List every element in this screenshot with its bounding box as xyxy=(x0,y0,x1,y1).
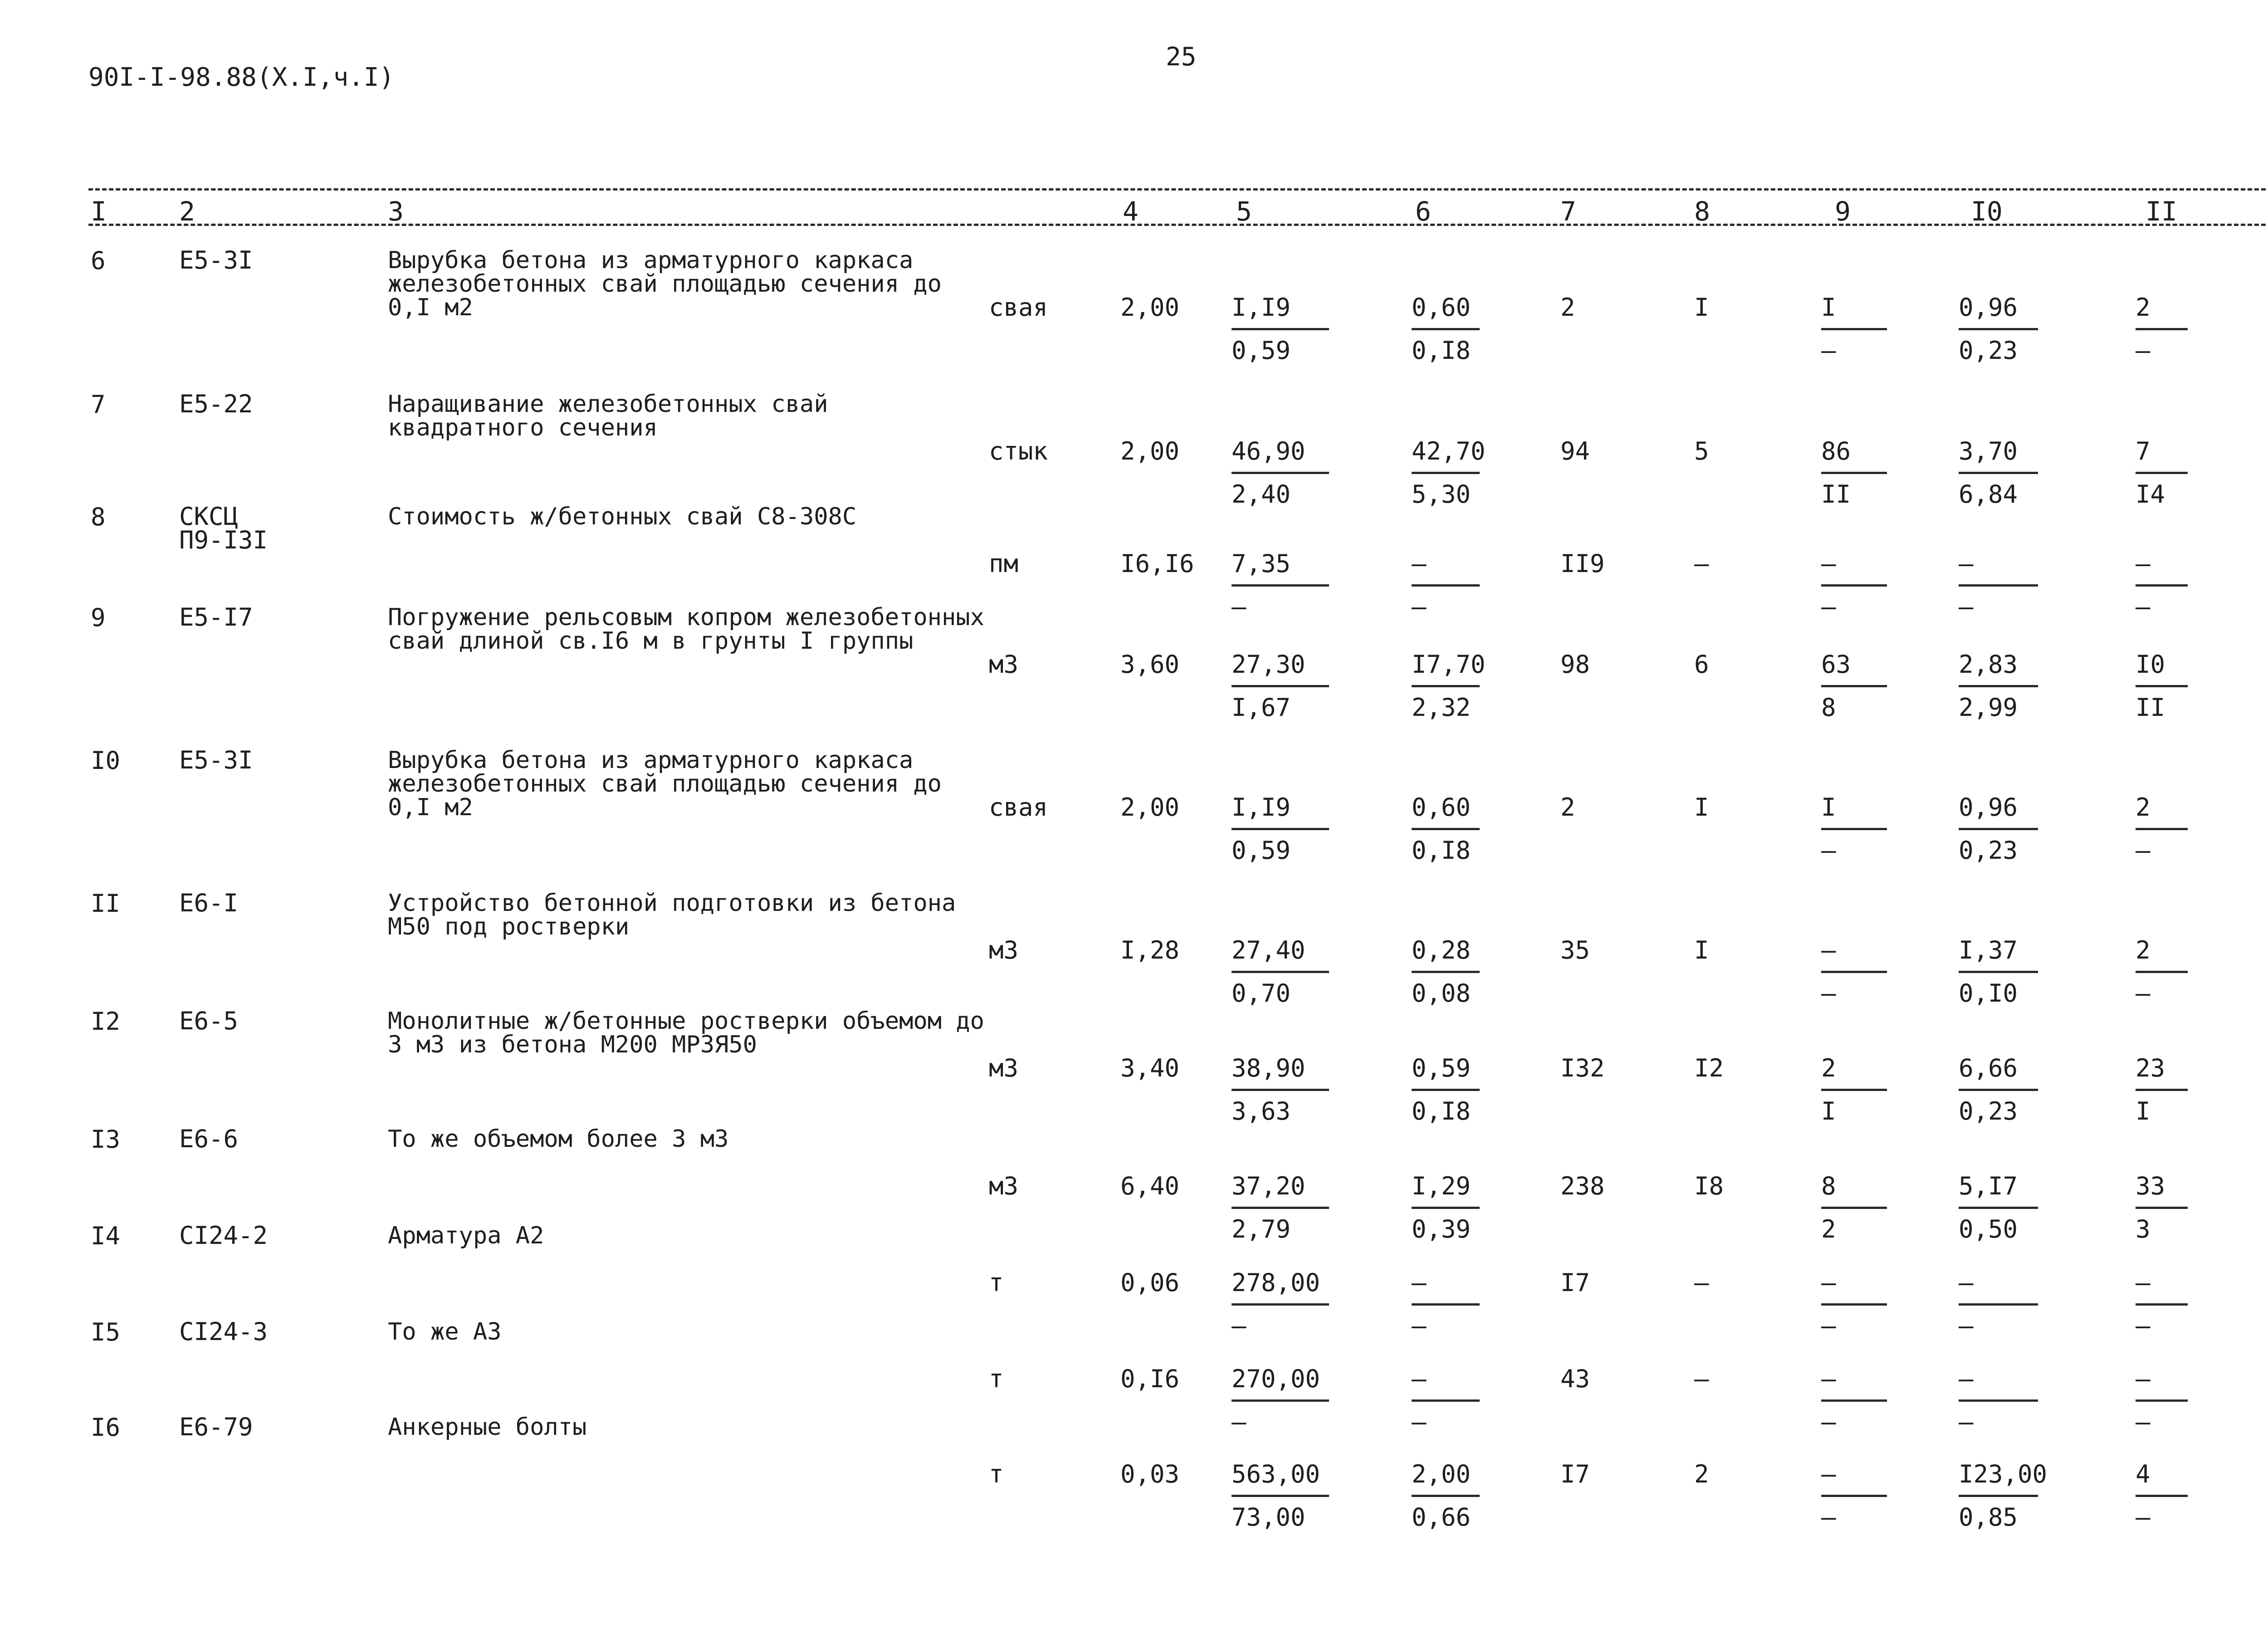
fraction-numerator: 0,28 xyxy=(1412,936,1471,964)
row-number: 7 xyxy=(91,390,106,419)
work-description: Вырубка бетона из арматурного каркаса железобетонных свай площадью сечения до 0,I м2 xyxy=(388,747,942,821)
fraction-denominator: – xyxy=(2136,836,2151,865)
fraction-numerator: – xyxy=(1821,549,1836,578)
fraction-c10 xyxy=(1959,795,2038,866)
fraction-c5 xyxy=(1232,795,1329,866)
fraction-denominator: I xyxy=(1821,1097,1836,1125)
fraction-numerator: 0,96 xyxy=(1959,293,2018,322)
fraction-c6 xyxy=(1412,1462,1480,1532)
fraction-c5 xyxy=(1232,1462,1329,1532)
fraction-numerator: 278,00 xyxy=(1232,1268,1320,1297)
fraction-c6 xyxy=(1412,1367,1480,1437)
fraction-numerator: 2 xyxy=(1821,1054,1836,1082)
col8-value: I xyxy=(1694,793,1709,822)
fraction-c11 xyxy=(2136,652,2188,723)
rate-code: Е5-I7 xyxy=(179,603,253,631)
fraction-denominator: 5,30 xyxy=(1412,480,1471,509)
row-number: I2 xyxy=(91,1007,121,1036)
fraction-numerator: – xyxy=(1821,936,1836,964)
work-description: Погружение рельсовым копром железобетонных свай длиной св.I6 м в грунты I группы xyxy=(388,604,984,655)
fraction-c6 xyxy=(1412,1268,1480,1341)
fraction-c5 xyxy=(1232,295,1329,366)
fraction-denominator: – xyxy=(1232,1311,1246,1340)
fraction-c9 xyxy=(1821,938,1887,1008)
page-number: 25 xyxy=(1166,42,1197,72)
fraction-numerator: 42,70 xyxy=(1412,437,1486,465)
unit: т xyxy=(989,1268,1004,1297)
fraction-c11 xyxy=(2136,1174,2188,1244)
fraction-numerator: 37,20 xyxy=(1232,1172,1305,1200)
work-description: Вырубка бетона из арматурного каркаса железобетонных свай площадью сечения до 0,I м2 xyxy=(388,247,942,321)
fraction-numerator: – xyxy=(1959,1365,1974,1393)
fraction-c11 xyxy=(2136,439,2188,509)
fraction-numerator: I7,70 xyxy=(1412,650,1486,679)
fraction-numerator: 33 xyxy=(2136,1172,2165,1200)
fraction-c11 xyxy=(2136,795,2188,866)
fraction-denominator: – xyxy=(2136,336,2151,365)
unit: м3 xyxy=(989,650,1019,679)
fraction-denominator: 0,23 xyxy=(1959,836,2018,865)
fraction-denominator: 0,85 xyxy=(1959,1503,2018,1531)
fraction-denominator: 6,84 xyxy=(1959,480,2018,509)
fraction-denominator: – xyxy=(1412,1408,1427,1436)
fraction-denominator: – xyxy=(1232,592,1246,621)
fraction-c9 xyxy=(1821,295,1887,366)
fraction-denominator: – xyxy=(2136,979,2151,1008)
quantity: 0,06 xyxy=(1120,1268,1180,1297)
fraction-c6 xyxy=(1412,549,1480,622)
fraction-numerator: – xyxy=(1821,1460,1836,1488)
fraction-numerator: 5,I7 xyxy=(1959,1172,2018,1200)
fraction-denominator: 0,59 xyxy=(1232,336,1291,365)
work-description: Арматура А2 xyxy=(388,1222,544,1249)
fraction-denominator: 0,66 xyxy=(1412,1503,1471,1531)
row-number: II xyxy=(91,889,121,918)
fraction-numerator: – xyxy=(1412,1268,1427,1297)
fraction-c9 xyxy=(1821,549,1887,622)
fraction-denominator: – xyxy=(1959,592,1974,621)
fraction-denominator: – xyxy=(1821,836,1836,865)
quantity: 0,03 xyxy=(1120,1460,1180,1488)
fraction-c5 xyxy=(1232,1174,1329,1244)
fraction-numerator: 2,00 xyxy=(1412,1460,1471,1488)
column-header: I xyxy=(91,196,107,227)
row-number: 9 xyxy=(91,603,106,632)
col8-value: I xyxy=(1694,936,1709,964)
rate-code: Е6-6 xyxy=(179,1125,239,1153)
column-header: I0 xyxy=(1971,196,2003,227)
fraction-denominator: I xyxy=(2136,1097,2151,1125)
fraction-c10 xyxy=(1959,1268,2038,1341)
work-description: Стоимость ж/бетонных свай С8-308С xyxy=(388,503,857,530)
fraction-numerator: 0,60 xyxy=(1412,793,1471,822)
fraction-numerator: 0,60 xyxy=(1412,293,1471,322)
fraction-numerator: – xyxy=(2136,1268,2151,1297)
column-header: 3 xyxy=(388,196,404,227)
fraction-c6 xyxy=(1412,795,1480,866)
col8-value: – xyxy=(1694,1365,1709,1393)
fraction-c10 xyxy=(1959,1056,2038,1126)
fraction-numerator: 46,90 xyxy=(1232,437,1305,465)
fraction-c10 xyxy=(1959,549,2038,622)
fraction-c6 xyxy=(1412,295,1480,366)
fraction-numerator: I,I9 xyxy=(1232,793,1291,822)
fraction-c6 xyxy=(1412,938,1480,1008)
fraction-denominator: – xyxy=(2136,1408,2151,1436)
fraction-denominator: 2,32 xyxy=(1412,693,1471,722)
rate-code: Е6-I xyxy=(179,889,239,917)
fraction-denominator: 0,23 xyxy=(1959,336,2018,365)
fraction-c10 xyxy=(1959,1460,2048,1532)
fraction-denominator: 0,I0 xyxy=(1959,979,2018,1008)
fraction-c9 xyxy=(1821,439,1887,509)
rate-code: Е6-5 xyxy=(179,1007,239,1035)
fraction-c11 xyxy=(2136,295,2188,366)
unit: стык xyxy=(989,437,1048,465)
header-rule-bottom xyxy=(88,224,2268,226)
quantity: 6,40 xyxy=(1120,1172,1180,1200)
fraction-numerator: I,I9 xyxy=(1232,293,1291,322)
work-description: Наращивание железобетонных свай квадратного сечения xyxy=(388,391,828,441)
fraction-c5 xyxy=(1232,1056,1329,1126)
row-number: I3 xyxy=(91,1125,121,1154)
fraction-denominator: 0,I8 xyxy=(1412,836,1471,865)
fraction-numerator: – xyxy=(1821,1365,1836,1393)
fraction-c5 xyxy=(1232,652,1329,723)
fraction-c11 xyxy=(2136,1462,2188,1532)
col7-value: I7 xyxy=(1560,1460,1590,1488)
fraction-denominator: – xyxy=(1959,1311,1974,1340)
fraction-numerator: 563,00 xyxy=(1232,1460,1320,1488)
fraction-denominator: – xyxy=(2136,592,2151,621)
fraction-denominator: – xyxy=(1821,592,1836,621)
fraction-numerator: 6,66 xyxy=(1959,1054,2018,1082)
fraction-c9 xyxy=(1821,1174,1887,1244)
row-number: I0 xyxy=(91,746,121,775)
col8-value: 2 xyxy=(1694,1460,1709,1488)
fraction-c9 xyxy=(1821,1056,1887,1126)
row-number: I4 xyxy=(91,1222,121,1250)
fraction-denominator: – xyxy=(2136,1311,2151,1340)
fraction-c11 xyxy=(2136,1056,2188,1126)
fraction-c5 xyxy=(1232,1268,1329,1341)
rate-code: Е6-79 xyxy=(179,1413,253,1441)
fraction-denominator: 0,70 xyxy=(1232,979,1291,1008)
fraction-c10 xyxy=(1959,439,2038,509)
col8-value: 5 xyxy=(1694,437,1709,465)
fraction-denominator: – xyxy=(1412,592,1427,621)
column-header: 7 xyxy=(1560,196,1576,227)
fraction-c11 xyxy=(2136,1367,2188,1437)
fraction-numerator: 2 xyxy=(2136,793,2151,822)
quantity: 2,00 xyxy=(1120,293,1180,322)
fraction-denominator: I4 xyxy=(2136,480,2165,509)
fraction-numerator: 38,90 xyxy=(1232,1054,1305,1082)
column-header: 8 xyxy=(1694,196,1710,227)
fraction-numerator: I,29 xyxy=(1412,1172,1471,1200)
quantity: I6,I6 xyxy=(1120,549,1194,578)
fraction-numerator: – xyxy=(2136,1365,2151,1393)
fraction-denominator: 0,59 xyxy=(1232,836,1291,865)
fraction-denominator: 2,99 xyxy=(1959,693,2018,722)
fraction-numerator: – xyxy=(1412,1365,1427,1393)
fraction-numerator: 270,00 xyxy=(1232,1365,1320,1393)
fraction-denominator: – xyxy=(1821,1311,1836,1340)
fraction-numerator: 8 xyxy=(1821,1172,1836,1200)
fraction-numerator: 63 xyxy=(1821,650,1851,679)
fraction-c10 xyxy=(1959,938,2038,1008)
fraction-denominator: 0,39 xyxy=(1412,1215,1471,1243)
rate-code: СI24-3 xyxy=(179,1317,268,1346)
unit: свая xyxy=(989,293,1048,322)
quantity: 0,I6 xyxy=(1120,1365,1180,1393)
fraction-denominator: 0,I8 xyxy=(1412,336,1471,365)
fraction-c10 xyxy=(1959,652,2038,723)
fraction-denominator: II xyxy=(2136,693,2165,722)
fraction-c11 xyxy=(2136,1268,2188,1341)
fraction-numerator: – xyxy=(1959,1268,1974,1297)
fraction-denominator: 73,00 xyxy=(1232,1503,1305,1531)
rate-code: СКСЦ П9-I3I xyxy=(179,502,268,554)
column-header: 4 xyxy=(1123,196,1139,227)
unit: м3 xyxy=(989,1054,1019,1082)
fraction-denominator: – xyxy=(1232,1408,1246,1436)
fraction-c6 xyxy=(1412,1174,1480,1244)
fraction-numerator: 0,96 xyxy=(1959,793,2018,822)
fraction-c6 xyxy=(1412,437,1486,509)
rate-code: Е5-3I xyxy=(179,746,253,774)
col7-value: 35 xyxy=(1560,936,1590,964)
row-number: 8 xyxy=(91,503,106,531)
fraction-denominator: 8 xyxy=(1821,693,1836,722)
unit: т xyxy=(989,1460,1004,1488)
unit: пм xyxy=(989,549,1019,578)
col7-value: 2 xyxy=(1560,293,1575,322)
fraction-denominator: – xyxy=(1821,336,1836,365)
fraction-denominator: 2,40 xyxy=(1232,480,1291,509)
col7-value: I7 xyxy=(1560,1268,1590,1297)
fraction-denominator: – xyxy=(1959,1408,1974,1436)
col7-value: 98 xyxy=(1560,650,1590,679)
fraction-numerator: 7 xyxy=(2136,437,2151,465)
row-number: I6 xyxy=(91,1413,121,1442)
fraction-numerator: – xyxy=(2136,549,2151,578)
fraction-numerator: I xyxy=(1821,793,1836,822)
fraction-denominator: I,67 xyxy=(1232,693,1291,722)
work-description: То же А3 xyxy=(388,1318,502,1345)
fraction-c5 xyxy=(1232,938,1329,1008)
fraction-numerator: 2 xyxy=(2136,936,2151,964)
fraction-numerator: I xyxy=(1821,293,1836,322)
fraction-c5 xyxy=(1232,549,1329,622)
rate-code: Е5-22 xyxy=(179,390,253,418)
col7-value: II9 xyxy=(1560,549,1605,578)
fraction-c9 xyxy=(1821,1367,1887,1437)
fraction-c9 xyxy=(1821,1462,1887,1532)
fraction-c10 xyxy=(1959,1174,2038,1244)
fraction-c10 xyxy=(1959,295,2038,366)
column-header: 2 xyxy=(179,196,195,227)
fraction-numerator: 27,40 xyxy=(1232,936,1305,964)
fraction-c11 xyxy=(2136,549,2188,622)
column-header: 6 xyxy=(1415,196,1431,227)
fraction-numerator: – xyxy=(1412,549,1427,578)
column-header: 9 xyxy=(1835,196,1851,227)
fraction-numerator: 86 xyxy=(1821,437,1851,465)
quantity: I,28 xyxy=(1120,936,1180,964)
fraction-denominator: 2 xyxy=(1821,1215,1836,1243)
work-description: Монолитные ж/бетонные ростверки объемом до 3 м3 из бетона М200 МРЗЯ50 xyxy=(388,1008,984,1058)
fraction-numerator: 7,35 xyxy=(1232,549,1291,578)
work-description: То же объемом более 3 м3 xyxy=(388,1125,729,1153)
quantity: 3,60 xyxy=(1120,650,1180,679)
fraction-denominator: – xyxy=(2136,1503,2151,1531)
col8-value: I xyxy=(1694,293,1709,322)
col7-value: 94 xyxy=(1560,437,1590,465)
row-number: 6 xyxy=(91,246,106,275)
fraction-numerator: 2,83 xyxy=(1959,650,2018,679)
fraction-c9 xyxy=(1821,1268,1887,1341)
fraction-numerator: I23,00 xyxy=(1959,1460,2048,1488)
rate-code: Е5-3I xyxy=(179,246,253,274)
fraction-denominator: 0,50 xyxy=(1959,1215,2018,1243)
fraction-c6 xyxy=(1412,650,1486,723)
header-rule-top xyxy=(88,188,2268,191)
fraction-denominator: – xyxy=(1821,1503,1836,1531)
fraction-denominator: 2,79 xyxy=(1232,1215,1291,1243)
fraction-denominator: 3 xyxy=(2136,1215,2151,1243)
work-description: Устройство бетонной подготовки из бетона М50 под ростверки xyxy=(388,890,956,940)
col8-value: I2 xyxy=(1694,1054,1724,1082)
quantity: 2,00 xyxy=(1120,437,1180,465)
fraction-denominator: – xyxy=(1821,1408,1836,1436)
fraction-numerator: 4 xyxy=(2136,1460,2151,1488)
fraction-denominator: – xyxy=(1412,1311,1427,1340)
fraction-denominator: 0,23 xyxy=(1959,1097,2018,1125)
column-header: 5 xyxy=(1236,196,1252,227)
unit: м3 xyxy=(989,936,1019,964)
unit: свая xyxy=(989,793,1048,822)
document-code: 90I-I-98.88(X.I,ч.I) xyxy=(88,63,395,92)
work-description: Анкерные болты xyxy=(388,1414,587,1441)
fraction-numerator: – xyxy=(1959,549,1974,578)
col7-value: 238 xyxy=(1560,1172,1605,1200)
row-number: I5 xyxy=(91,1318,121,1346)
fraction-numerator: I,37 xyxy=(1959,936,2018,964)
fraction-c10 xyxy=(1959,1367,2038,1437)
col7-value: 43 xyxy=(1560,1365,1590,1393)
fraction-numerator: 0,59 xyxy=(1412,1054,1471,1082)
col8-value: I8 xyxy=(1694,1172,1724,1200)
col8-value: – xyxy=(1694,549,1709,578)
fraction-numerator: 2 xyxy=(2136,293,2151,322)
rate-code: СI24-2 xyxy=(179,1221,268,1250)
fraction-numerator: I0 xyxy=(2136,650,2165,679)
col8-value: 6 xyxy=(1694,650,1709,679)
col7-value: I32 xyxy=(1560,1054,1605,1082)
fraction-c6 xyxy=(1412,1056,1480,1126)
column-header: II xyxy=(2146,196,2177,227)
fraction-c9 xyxy=(1821,652,1887,723)
fraction-numerator: 23 xyxy=(2136,1054,2165,1082)
fraction-numerator: – xyxy=(1821,1268,1836,1297)
fraction-denominator: 0,I8 xyxy=(1412,1097,1471,1125)
fraction-denominator: – xyxy=(1821,979,1836,1008)
fraction-denominator: 0,08 xyxy=(1412,979,1471,1008)
fraction-c5 xyxy=(1232,439,1329,509)
fraction-c9 xyxy=(1821,795,1887,866)
unit: м3 xyxy=(989,1172,1019,1200)
quantity: 3,40 xyxy=(1120,1054,1180,1082)
col7-value: 2 xyxy=(1560,793,1575,822)
fraction-numerator: 3,70 xyxy=(1959,437,2018,465)
fraction-denominator: II xyxy=(1821,480,1851,509)
fraction-c5 xyxy=(1232,1367,1329,1437)
fraction-denominator: 3,63 xyxy=(1232,1097,1291,1125)
unit: т xyxy=(989,1365,1004,1393)
fraction-c11 xyxy=(2136,938,2188,1008)
col8-value: – xyxy=(1694,1268,1709,1297)
quantity: 2,00 xyxy=(1120,793,1180,822)
fraction-numerator: 27,30 xyxy=(1232,650,1305,679)
